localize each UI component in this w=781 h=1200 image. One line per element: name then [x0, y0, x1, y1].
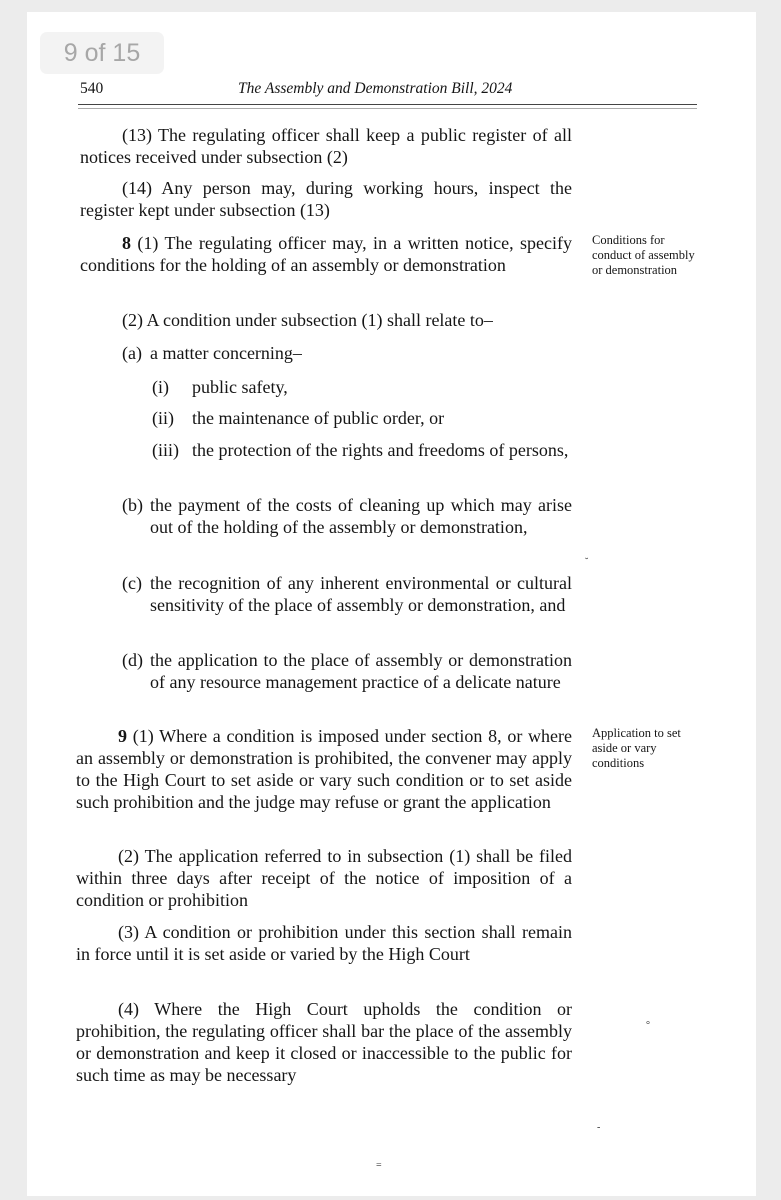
section-8-number: 8 [122, 233, 131, 253]
page-number: 540 [80, 80, 104, 97]
section-8-subsection-2: (2) A condition under subsection (1) shall relate to– [122, 310, 493, 330]
subsection-14: (14) Any person may, during working hours, inspect the register kept under subsection (13) [80, 178, 572, 220]
item-iii-label: (iii) [152, 440, 179, 460]
scan-speck: = [376, 1160, 382, 1171]
item-i-label: (i) [152, 377, 169, 397]
page-counter-badge: 9 of 15 [40, 32, 164, 74]
subsection-13: (13) The regulating officer shall keep a public register of all notices received under subsection (2) [80, 125, 572, 167]
scan-speck: - [597, 1122, 601, 1133]
margin-note-section-9: Application to set aside or vary conditions [592, 726, 681, 770]
item-d-label: (d) [122, 650, 143, 670]
item-i-text: public safety, [192, 377, 288, 397]
item-iii-text: the protection of the rights and freedoms of persons, [192, 440, 569, 460]
item-b-label: (b) [122, 495, 143, 515]
section-9-subsection-4: (4) Where the High Court upholds the condition or prohibition, the regulating officer shall bar the place of the assembly or demonstration and keep it closed or inaccessible to the public for such time as may be necessary [76, 999, 572, 1085]
section-9-text: (1) Where a condition is imposed under section 8, or where an assembly or demonstration is prohibited, the convener may apply to the High Court to set aside or vary such condition or to set aside such prohibition and the judge may refuse or grant the application [76, 726, 573, 812]
item-ii-text: the maintenance of public order, or [192, 408, 445, 428]
scan-speck: ˘ [585, 557, 589, 568]
margin-note-section-8: Conditions for conduct of assembly or demonstration [592, 233, 695, 277]
item-b-text: the payment of the costs of cleaning up which may arise out of the holding of the assembly or demonstration, [150, 495, 572, 537]
item-a-text: a matter concerning– [150, 343, 302, 363]
running-title: The Assembly and Demonstration Bill, 2024 [238, 80, 513, 97]
item-d-text: the application to the place of assembly or demonstration of any resource management practice of a delicate nature [150, 650, 572, 692]
section-9-subsection-2: (2) The application referred to in subsection (1) shall be filed within three days after receipt of the notice of imposition of a condition or prohibition [76, 846, 572, 910]
section-8-text: (1) The regulating officer may, in a written notice, specify conditions for the holding of an assembly or demonstration [80, 233, 573, 275]
section-9-subsection-1 [76, 725, 572, 813]
section-8-subsection-1 [80, 232, 572, 276]
item-c-text: the recognition of any inherent environmental or cultural sensitivity of the place of assembly or demonstration, and [150, 573, 572, 615]
item-ii-label: (ii) [152, 408, 174, 428]
scan-speck: ° [646, 1020, 650, 1031]
item-a-label: (a) [122, 343, 142, 363]
section-9-subsection-3: (3) A condition or prohibition under this section shall remain in force until it is set aside or varied by the High Court [76, 922, 572, 964]
item-c-label: (c) [122, 573, 142, 593]
section-9-number: 9 [118, 726, 127, 746]
